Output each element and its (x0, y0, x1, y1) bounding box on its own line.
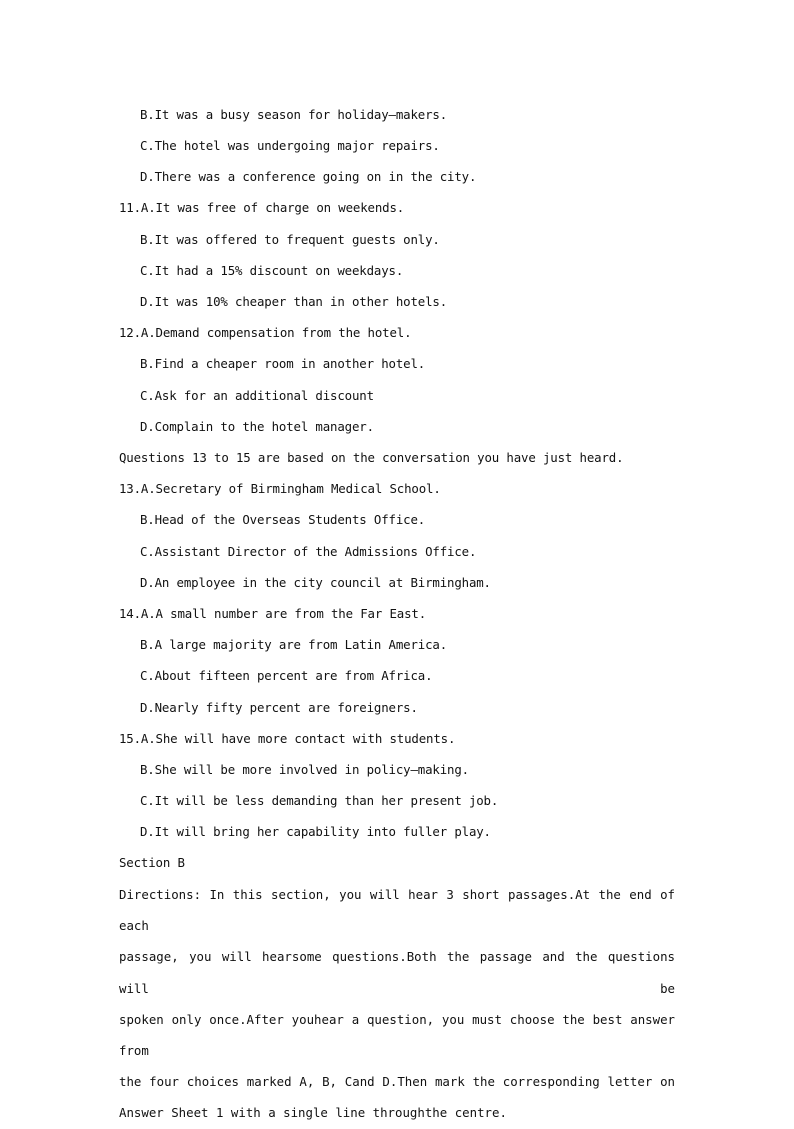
directions-line: spoken only once.After youhear a question, you must choose the best answer from (119, 1011, 675, 1059)
q11-option-d: D.It was 10% cheaper than in other hotels. (140, 294, 448, 309)
q12-option-a: 12.A.Demand compensation from the hotel. (119, 325, 412, 340)
q14-option-a: 14.A.A small number are from the Far East. (119, 606, 427, 621)
q13-option-a: 13.A.Secretary of Birmingham Medical School. (119, 481, 441, 496)
q13-option-c: C.Assistant Director of the Admissions Office. (140, 544, 477, 559)
q15-option-a: 15.A.She will have more contact with students. (119, 731, 456, 746)
q10-option-d: D.There was a conference going on in the city. (140, 169, 477, 184)
q14-option-d: D.Nearly fifty percent are foreigners. (140, 700, 418, 715)
q14-option-c: C.About fifteen percent are from Africa. (140, 668, 433, 683)
q13-option-b: B.Head of the Overseas Students Office. (140, 512, 426, 527)
section-b-heading: Section B (119, 855, 185, 870)
q11-option-a: 11.A.It was free of charge on weekends. (119, 200, 405, 215)
q15-option-b: B.She will be more involved in policy—making. (140, 762, 469, 777)
q10-option-b: B.It was a busy season for holiday—makers. (140, 107, 448, 122)
q12-option-d: D.Complain to the hotel manager. (140, 419, 374, 434)
q15-option-d: D.It will bring her capability into fuller play. (140, 824, 491, 839)
directions-line: Directions: In this section, you will hear 3 short passages.At the end of each (119, 887, 675, 934)
q12-option-c: C.Ask for an additional discount (140, 388, 374, 403)
q14-option-b: B.A large majority are from Latin America. (140, 637, 448, 652)
q13-option-d: D.An employee in the city council at Birmingham. (140, 575, 491, 590)
directions-line: passage, you will hearsome questions.Both the passage and the questions will be (119, 949, 675, 996)
directions-line: the four choices marked A, B, Cand D.Then mark the corresponding letter on (119, 1074, 675, 1090)
q12-option-b: B.Find a cheaper room in another hotel. (140, 356, 426, 371)
questions-13-15-intro: Questions 13 to 15 are based on the conversation you have just heard. (119, 450, 624, 465)
q15-option-c: C.It will be less demanding than her present job. (140, 793, 499, 808)
q11-option-b: B.It was offered to frequent guests only. (140, 232, 440, 247)
directions-line: Answer Sheet 1 with a single line throughthe centre. (119, 1105, 507, 1121)
section-b-directions (119, 879, 675, 1129)
q11-option-c: C.It had a 15% discount on weekdays. (140, 263, 404, 278)
q10-option-c: C.The hotel was undergoing major repairs. (140, 138, 440, 153)
